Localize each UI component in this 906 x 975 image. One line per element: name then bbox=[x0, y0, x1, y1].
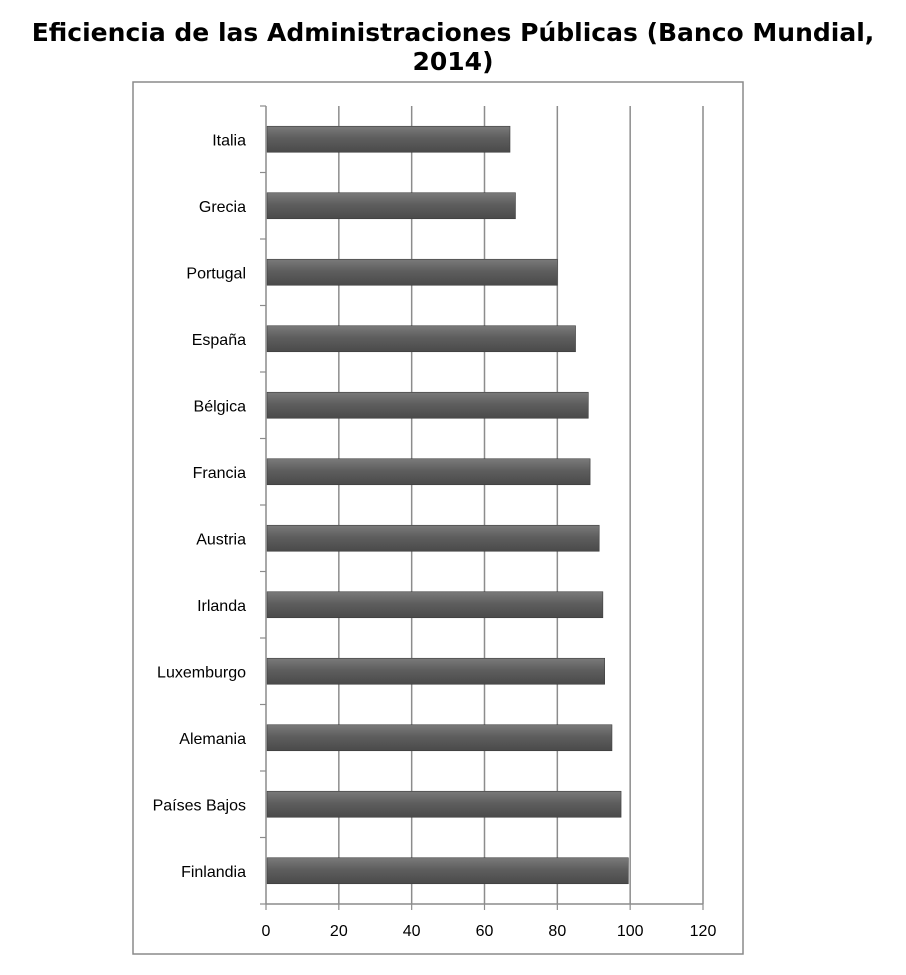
bar bbox=[267, 525, 599, 551]
category-label: Italia bbox=[212, 132, 246, 150]
category-label: Luxemburgo bbox=[157, 664, 246, 682]
x-tick-label: 120 bbox=[689, 923, 717, 940]
bar bbox=[267, 459, 590, 485]
bar bbox=[267, 259, 557, 285]
bar bbox=[267, 326, 576, 352]
chart-title: Eficiencia de las Administraciones Públicas (Banco Mundial, 2014) bbox=[31, 18, 875, 76]
x-tick-label: 40 bbox=[402, 923, 421, 940]
x-tick-label: 60 bbox=[475, 923, 494, 940]
x-tick-label: 0 bbox=[261, 923, 271, 940]
bar bbox=[267, 791, 621, 817]
bar bbox=[267, 858, 628, 884]
bar bbox=[267, 592, 603, 618]
bar bbox=[267, 725, 612, 751]
bar bbox=[267, 658, 605, 684]
category-label: Grecia bbox=[198, 198, 246, 216]
category-label: Irlanda bbox=[197, 597, 246, 615]
bar bbox=[267, 193, 515, 219]
category-label: Portugal bbox=[186, 265, 246, 283]
category-label: Austria bbox=[196, 531, 246, 549]
category-label: Alemania bbox=[179, 730, 246, 748]
category-label: Países Bajos bbox=[152, 797, 246, 815]
x-tick-label: 80 bbox=[548, 923, 567, 940]
category-label: Finlandia bbox=[181, 863, 246, 881]
category-label: España bbox=[191, 331, 246, 349]
bar bbox=[267, 392, 588, 418]
x-tick-label: 100 bbox=[616, 923, 644, 940]
bar bbox=[267, 126, 510, 152]
category-label: Bélgica bbox=[193, 398, 246, 416]
category-label: Francia bbox=[192, 464, 246, 482]
x-tick-label: 20 bbox=[329, 923, 348, 940]
